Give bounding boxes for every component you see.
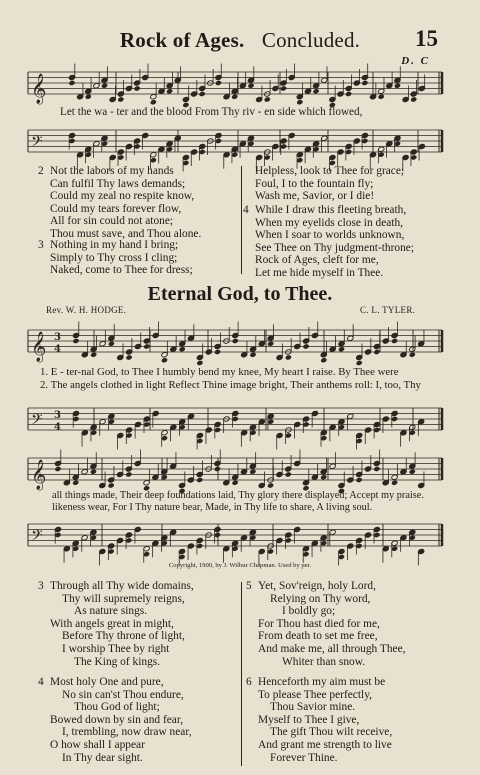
svg-text:4: 4 — [54, 344, 61, 355]
da-capo-marking: D. C — [401, 55, 430, 67]
svg-text:𝄢: 𝄢 — [31, 133, 43, 154]
hymn1-verse-4: 4 While I draw this fleeting breath, When my eyelids close in death, When I soar to worlds unknown, See Thee on Thy judgment-throne; Rock of Ages, cleft for me, Let me hide myself in Thee. — [243, 204, 415, 279]
hymn2-sys1-bass-staff — [28, 396, 442, 440]
svg-text:3: 3 — [54, 410, 61, 421]
page-number: 15 — [415, 26, 438, 51]
hymn2-sys1-treble-staff — [28, 320, 442, 364]
hymn-subtitle: Concluded. — [261, 28, 361, 52]
hymn2-sys2-lyric-verse2: likeness wear, For I Thy nature bear, Made, in Thy life to share, A living soul. — [52, 502, 373, 513]
hymn2-sys2-lyric-verse1: all things made, Their deep foundations laid, Thy glory there displayed; Accept my praise. — [52, 490, 424, 501]
page-header — [0, 28, 480, 53]
svg-text:𝄢: 𝄢 — [31, 527, 43, 548]
hymn1-bass-staff — [28, 124, 442, 160]
svg-text:3: 3 — [54, 332, 61, 343]
column-divider — [241, 166, 242, 274]
hymn1-treble-staff — [28, 64, 442, 104]
hymn-title: Rock of Ages. — [119, 28, 245, 52]
hymn2-verse-3: 3 Through all Thy wide domains, Thy will supremely reigns, As nature sings. With angels great in might, Before Thy throne of light, I worship Thee by right The King of kings. — [38, 580, 194, 668]
column-divider-2 — [241, 582, 242, 766]
hymn1-verse-3: 3 Nothing in my hand I bring; Simply to Thy cross I cling; Naked, come to Thee for dress; — [38, 239, 193, 277]
copyright-notice: Copyright, 1900, by J. Wilbur Chapman. Used by per. — [168, 562, 312, 569]
hymn2-author: Rev. W. H. HODGE. — [46, 305, 127, 315]
svg-text:𝄞: 𝄞 — [31, 74, 47, 104]
svg-text:4: 4 — [54, 422, 61, 433]
hymn2-verse-5: 5 Yet, Sov'reign, holy Lord, Relying on Thy word, I boldly go; For Thou hast died for me, From death to set me free, And make me, all through Thee, Whiter than snow. — [246, 580, 406, 668]
hymn2-verse-6: 6 Henceforth my aim must be To please Thee perfectly, Thou Savior mine. Myself to Thee I give, The gift Thou wilt receive, And grant me strength to live Forever Thine. — [246, 676, 393, 764]
hymn2-composer: C. L. TYLER. — [360, 305, 416, 315]
hymn2-sys1-lyric-verse1: 1. E - ter-nal God, to Thee I humbly bend my knee, My heart I raise. By Thee were — [40, 366, 399, 378]
hymn2-sys1-lyric-verse2: 2. The angels clothed in light Reflect Thine image bright, Their anthems roll: I, too, Thy — [40, 379, 421, 391]
hymn2-verse-4: 4 Most holy One and pure, No sin can'st Thou endure, Thou God of light; Bowed down by sin and fear, I, trembling, now draw near, O how shall I appear In Thy dear sight. — [38, 676, 192, 764]
svg-text:𝄞: 𝄞 — [31, 460, 47, 490]
hymn2-title: Eternal God, to Thee. — [147, 283, 333, 305]
svg-text:𝄢: 𝄢 — [31, 411, 43, 432]
svg-text:𝄞: 𝄞 — [31, 332, 47, 362]
hymn1-lyric-line: Let the wa - ter and the blood From Thy riv - en side which flowed, — [60, 106, 363, 118]
hymn2-sys2-bass-staff — [28, 516, 442, 556]
hymn2-sys2-treble-staff — [28, 450, 442, 490]
hymn1-verse-3-cont: Helpless, look to Thee for grace; Foul, I to the fountain fly; Wash me, Savior, or I die! — [255, 165, 405, 203]
hymn1-verse-2: 2 Not the labors of my hands Can fulfil Thy laws demands; Could my zeal no respite know, Could my tears forever flow, All for sin could not atone; Thou must save, and Thou alone. — [38, 165, 202, 240]
